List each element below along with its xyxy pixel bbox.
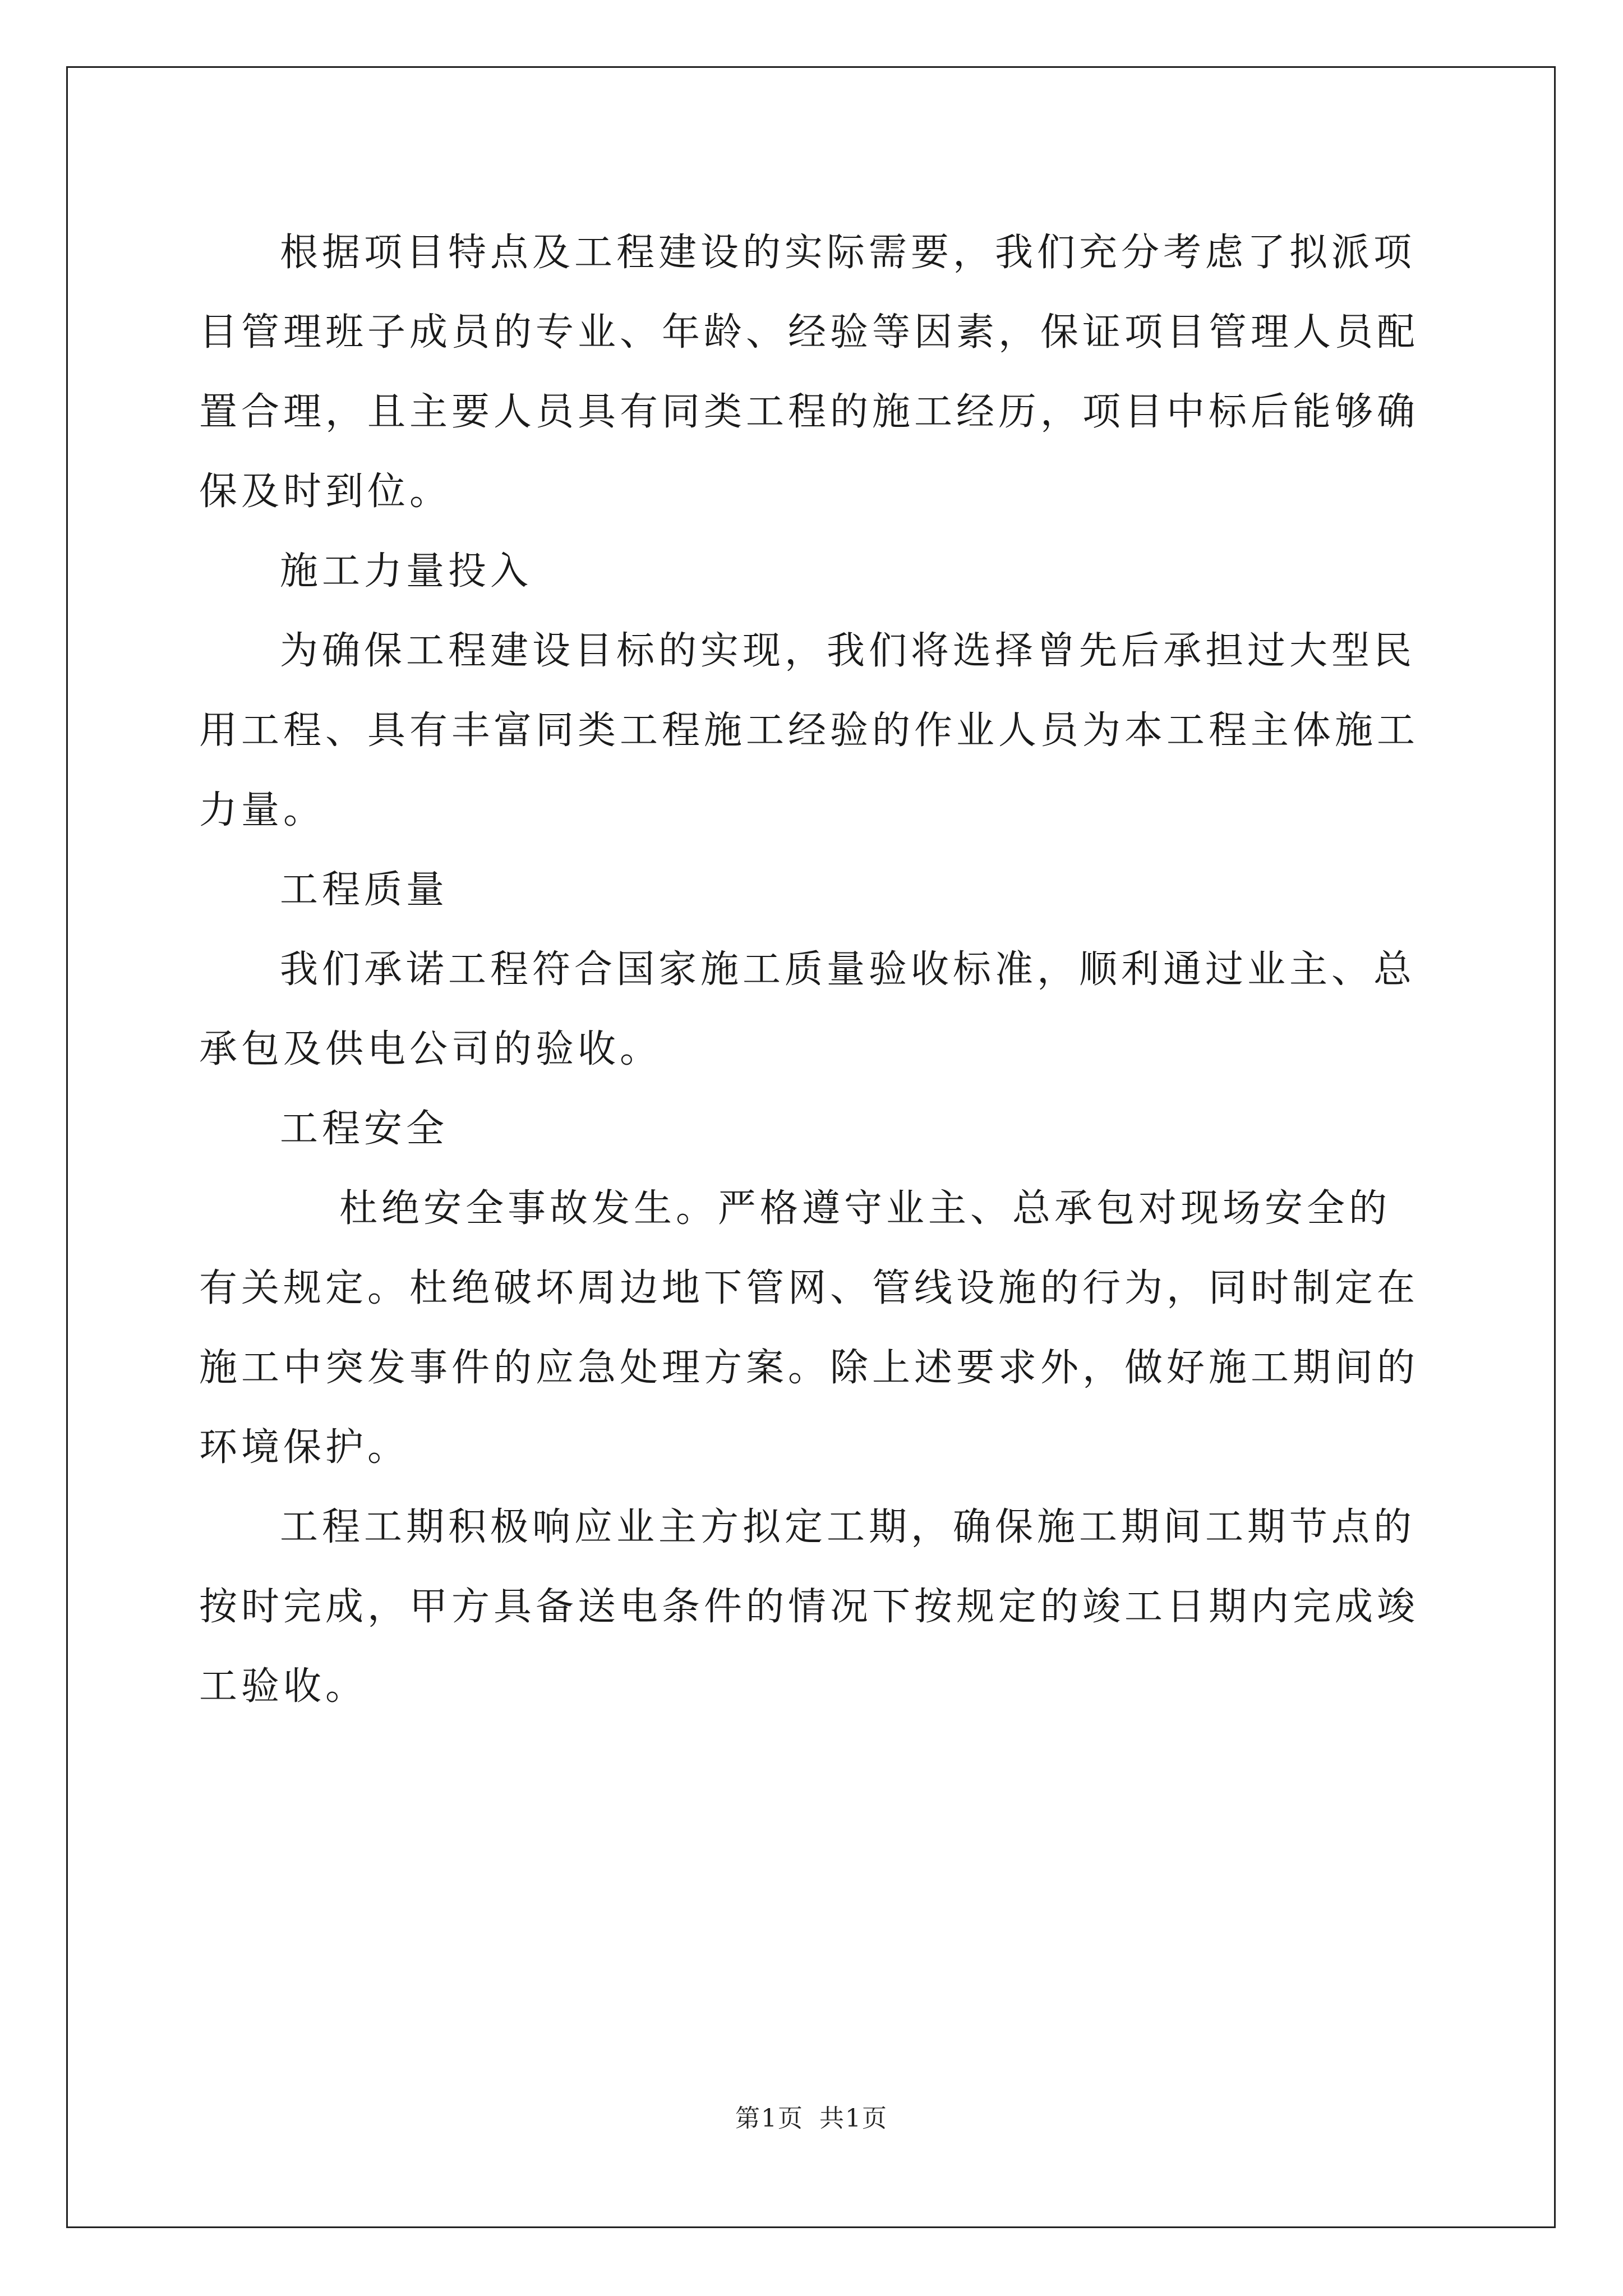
page-total: 共1页 [819, 2104, 888, 2133]
paragraph-schedule: 工程工期积极响应业主方拟定工期，确保施工期间工期节点的按时完成，甲方具备送电条件的情况下按规定的竣工日期内完成竣工验收。 [199, 1505, 1419, 1709]
paragraph-safety: 杜绝安全事故发生。严格遵守业主、总承包对现场安全的有关规定。杜绝破坏周边地下管网、管线设施的行为，同时制定在施工中突发事件的应急处理方案。除上述要求外，做好施工期间的环境保护。 [199, 1186, 1419, 1470]
heading-construction-force: 施工力量投入 [280, 549, 533, 593]
heading-safety: 工程安全 [280, 1107, 449, 1151]
paragraph-construction-force: 为确保工程建设目标的实现，我们将选择曾先后承担过大型民用工程、具有丰富同类工程施工经验的作业人员为本工程主体施工力量。 [199, 629, 1419, 832]
paragraph-staffing: 根据项目特点及工程建设的实际需要，我们充分考虑了拟派项目管理班子成员的专业、年龄、经验等因素，保证项目管理人员配置合理，且主要人员具有同类工程的施工经历，项目中标后能够确保及时到位。 [199, 231, 1419, 514]
paragraph-quality: 我们承诺工程符合国家施工质量验收标准，顺利通过业主、总承包及供电公司的验收。 [199, 947, 1416, 1071]
heading-quality: 工程质量 [280, 868, 449, 912]
page-footer [0, 2098, 1623, 2134]
page-number: 第1页 [735, 2104, 804, 2133]
document-body [199, 213, 1422, 1727]
